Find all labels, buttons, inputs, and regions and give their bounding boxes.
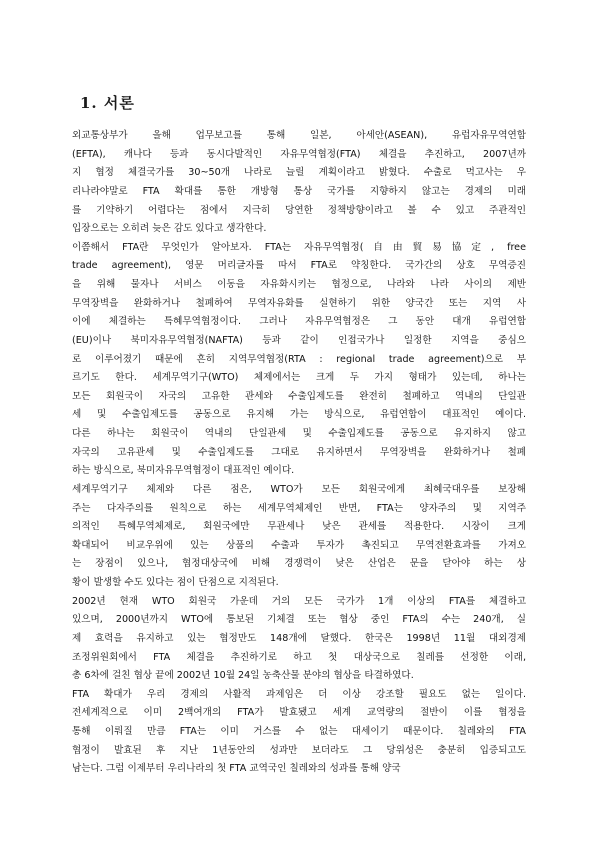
text-line: 전세계적으로 이미 2백여개의 FTA가 발효됐고 세계 교역량의 절반이 이를 협정을: [72, 707, 526, 719]
text-line: (EU)이나 북미자유무역협정(NAFTA) 등과 같이 인접국가나 일정한 지역을 중심으: [72, 334, 526, 346]
text-line: 지 협정 체결국가를 30~50개 나라로 늘릴 계획이라고 밝혔다. 수출로 먹고사는 우: [72, 167, 526, 179]
text-line: 로 이루어졌기 때문에 흔히 지역무역협정(RTA : regional trade agreement)으로 부: [72, 353, 526, 365]
text-line: 리나라야말로 FTA 확대를 통한 개방형 통상 국가를 지향하지 않고는 경제의 미래: [72, 185, 526, 197]
text-line: 총 6차에 걸친 협상 끝에 2002년 10월 24일 농축산물 분야의 협상을 타결하였다.: [72, 670, 414, 682]
text-line: 의적인 특혜무역체제로, 회원국에만 무관세나 낮은 관세를 적용한다. 시장이 크게: [72, 521, 526, 533]
text-line: 을 위해 물자나 서비스 이동을 자유화시키는 협정으로, 나라와 나라 사이의 제반: [72, 279, 526, 290]
text-line: trade agreement), 영문 머리글자를 따서 FTA로 약칭한다. 국가간의 상호 무역증진: [72, 260, 526, 272]
text-line: 세 및 수출입제도를 공동으로 유지해 가는 방식으로, 유럽연합이 대표적인 예이다.: [72, 409, 526, 421]
text-line: 남는다. 그럼 이제부터 우리나라의 첫 FTA 교역국인 칠레와의 성과를 통해 양국: [72, 763, 401, 775]
text-line: 협정이 발효된 후 지난 1년동안의 성과만 보더라도 그 당위성은 충분히 입증되고도: [72, 744, 526, 756]
document-body: [72, 127, 526, 779]
text-line: 모든 회원국이 자국의 고유한 관세와 수출입제도를 완전히 철폐하고 역내의 단일관: [72, 390, 526, 402]
text-line: FTA 확대가 우리 경제의 사활적 과제임은 더 이상 강조할 필요도 없는 일이다.: [72, 688, 526, 700]
text-line: 있으며, 2000년까지 WTO에 통보된 기체결 또는 협상 중인 FTA의 수는 240개, 실: [72, 614, 526, 626]
text-line: 세계무역기구 체제와 다른 점은, WTO가 모든 회원국에게 최혜국대우를 보장해: [72, 483, 526, 495]
text-line: 제 효력을 유지하고 있는 협정만도 148개에 달했다. 한국은 1998년 11월 대외경제: [72, 632, 526, 644]
text-line: 조정위원회에서 FTA 체결을 추진하기로 하고 첫 대상국으로 칠레를 선정한 이래,: [72, 651, 526, 663]
text-line: 황이 발생할 수도 있다는 점이 단점으로 지적된다.: [72, 577, 279, 588]
text-line: 입장으로는 오히려 늦은 감도 있다고 생각한다.: [72, 223, 267, 235]
text-line: 주는 다자주의를 원칙으로 하는 세계무역체제인 반면, FTA는 양자주의 및 지역주: [72, 502, 526, 514]
paragraph: [72, 686, 526, 779]
text-line: 자국의 고유관세 및 수출입제도를 그대로 유지하면서 무역장벽을 완화하거나 철폐: [72, 446, 526, 458]
text-line: 르기도 한다. 세계무역기구(WTO) 체제에서는 크게 두 가지 형태가 있는데, 하나는: [72, 372, 526, 384]
text-line: 무역장벽을 완화하거나 철폐하여 무역자유화를 실현하기 위한 양국간 또는 지역 사: [72, 297, 526, 309]
paragraph: [72, 239, 526, 481]
paragraph: [72, 127, 526, 239]
text-line: 확대되어 비교우위에 있는 상품의 수출과 투자가 촉진되고 무역전환효과를 가져오: [72, 539, 526, 551]
paragraph: [72, 593, 526, 686]
text-line: 이에 체결하는 특혜무역협정이다. 그러나 자유무역협정은 그 동안 대개 유럽연합: [72, 316, 526, 328]
text-line: 는 장점이 있으나, 협정대상국에 비해 경쟁력이 낮은 산업은 문을 닫아야 하는 상: [72, 558, 526, 570]
text-line: 통해 이뤄질 만큼 FTA는 이미 거스를 수 없는 대세이기 때문이다. 칠레와의 FTA: [72, 726, 526, 737]
text-line: 외교통상부가 올해 업무보고를 통해 일본, 아세안(ASEAN), 유럽자유무역연합: [72, 130, 526, 141]
text-line: 를 기약하기 어렵다는 점에서 지극히 당연한 정책방향이라고 볼 수 있고 주관적인: [72, 204, 526, 216]
text-line: 2002년 현재 WTO 회원국 가운데 거의 모든 국가가 1개 이상의 FTA를 체결하고: [72, 595, 526, 607]
text-line: 하는 방식으로, 북미자유무역협정이 대표적인 예이다.: [72, 465, 295, 477]
text-line: (EFTA), 캐나다 등과 동시다발적인 자유무역협정(FTA) 체결을 추진하고, 2007년까: [72, 148, 526, 160]
paragraph: [72, 481, 526, 593]
section-heading: 1. 서론: [80, 94, 135, 112]
text-line: 다른 하나는 회원국이 역내의 단일관세 및 수출입제도를 공동으로 유지하지 않고: [72, 428, 526, 439]
text-line: 이쯤해서 FTA란 무엇인가 알아보자. FTA는 자유무역협정(自由貿易協定, free: [72, 241, 526, 253]
